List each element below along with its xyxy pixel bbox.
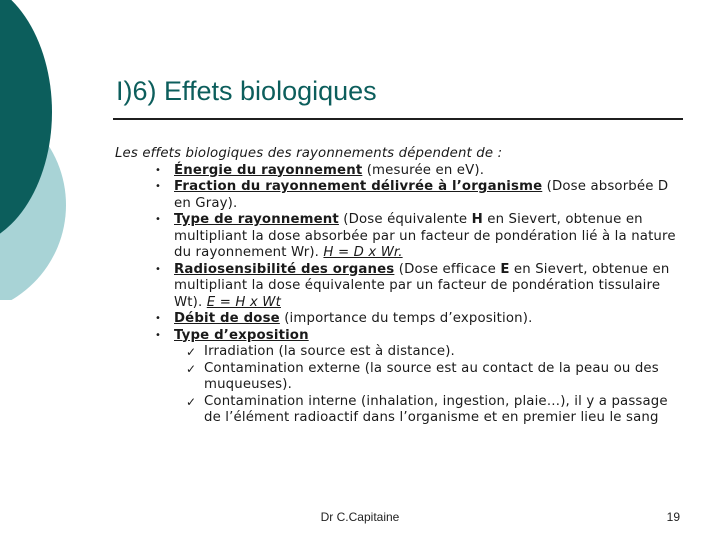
sublist-text: Contamination interne (inhalation, ingestion, plaie…), il y a passage de l’élément radioactif dans l’organisme et en premier lieu le sang [204,393,668,425]
sublist-item [174,361,685,394]
bullet-dot-icon: • [155,164,162,176]
sublist-text: Irradiation (la source est à distance). [204,344,455,359]
list-item [115,262,685,312]
checkmark-icon: ✓ [186,394,197,409]
sublist-text: Contamination externe (la source est au contact de la peau ou des muqueuses). [204,360,659,392]
bullet-dot-icon: • [155,181,162,192]
exposure-sublist [174,344,685,427]
item-text: (importance du temps d’exposition). [279,311,533,326]
item-label: Type de rayonnement [174,212,339,227]
decorative-shapes [0,0,80,300]
item-text: (Dose efficace [394,261,501,277]
equation: E = H x Wt [206,294,281,310]
effects-list [115,163,685,427]
checkmark-icon: ✓ [186,361,197,376]
item-text: en Sievert, obtenue en multipliant la dose absorbée par un facteur de pondération lié à la nature du rayonnement Wr). [174,212,676,260]
bullet-dot-icon: • [155,313,162,324]
checkmark-icon: ✓ [186,345,197,359]
list-item [115,311,685,328]
item-label: Débit de dose [174,311,280,326]
title-divider [113,118,683,120]
item-label: Énergie du rayonnement [174,162,363,178]
list-item [115,163,685,180]
equation: H = D x Wr. [323,245,403,260]
item-label: Type d’exposition [174,327,309,343]
sublist-item [174,344,685,361]
item-text: (Dose absorbée D en Gray). [174,179,669,211]
item-text: (mesurée en eV). [362,162,485,178]
item-variable: E [500,261,510,277]
sublist-item [174,394,685,427]
bullet-dot-icon: • [155,329,162,341]
list-item [115,212,685,262]
footer-author: Dr C.Capitaine [320,510,400,524]
slide-title: I)6) Effets biologiques [116,76,377,106]
item-text: en Sievert, obtenue en multipliant la dose équivalente par un facteur de pondération tissulaire Wt). [174,261,670,310]
slide-body [115,146,685,427]
page-number: 19 [666,510,680,524]
item-label: Radiosensibilité des organes [174,261,395,277]
bullet-dot-icon: • [155,263,162,275]
bullet-dot-icon: • [155,214,162,225]
item-label: Fraction du rayonnement délivrée à l’organisme [174,179,543,194]
list-item [115,179,685,212]
list-item [115,328,685,427]
item-variable: H [471,212,483,227]
intro-text: Les effets biologiques des rayonnements dépendent de : [115,146,503,161]
item-text: (Dose équivalente [338,212,472,227]
